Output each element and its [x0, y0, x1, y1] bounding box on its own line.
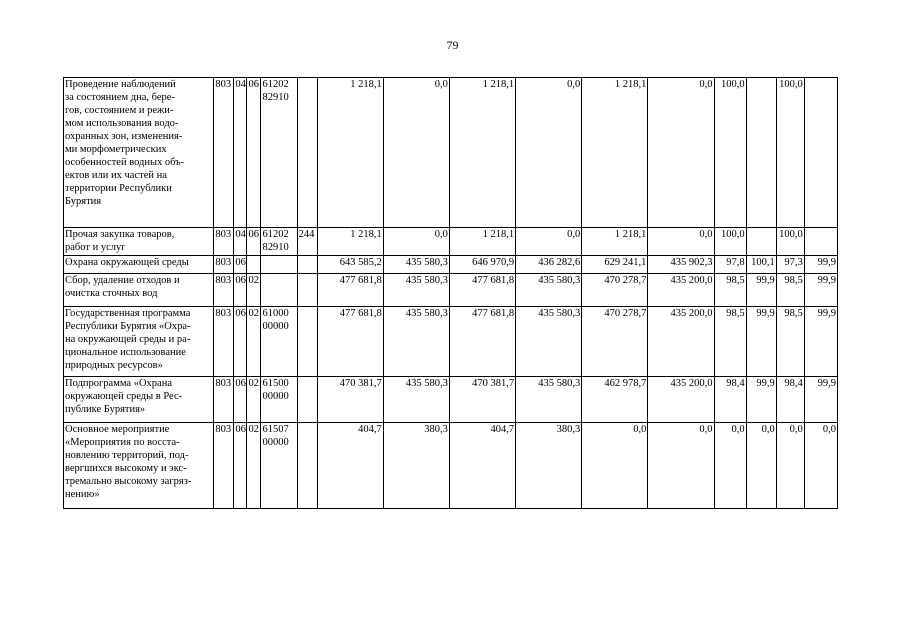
percent-cell	[804, 78, 837, 228]
row-name-line: мом использования водо-	[65, 118, 179, 129]
row-name-line: нению»	[65, 489, 100, 500]
subsection-code	[247, 256, 261, 274]
row-name-line: охранных зон, изменения-	[65, 131, 183, 142]
percent-cell: 99,9	[804, 256, 837, 274]
percent-cell: 97,3	[776, 256, 804, 274]
section-code: 06	[234, 307, 247, 377]
amount-cell: 646 970,9	[449, 256, 515, 274]
row-name	[64, 274, 214, 307]
target-article-line: 61202	[262, 229, 289, 240]
amount-cell: 404,7	[449, 423, 515, 509]
row-name	[64, 423, 214, 509]
budget-execution-table	[63, 77, 838, 509]
percent-cell: 100,0	[714, 228, 746, 256]
target-article-line: 82910	[262, 242, 289, 253]
amount-cell: 435 580,3	[383, 377, 449, 423]
expense-type-code	[297, 377, 317, 423]
percent-cell	[746, 228, 776, 256]
page-number: 79	[446, 38, 459, 52]
amount-cell: 380,3	[516, 423, 582, 509]
row-name-line: за состоянием дна, бере-	[65, 92, 175, 103]
target-article-line: 00000	[262, 391, 289, 402]
ministry-code: 803	[214, 78, 234, 228]
percent-cell: 0,0	[804, 423, 837, 509]
ministry-code: 803	[214, 377, 234, 423]
amount-cell: 0,0	[648, 228, 714, 256]
percent-cell: 97,8	[714, 256, 746, 274]
row-name-line: Проведение наблюдений	[65, 79, 176, 90]
amount-cell: 1 218,1	[449, 228, 515, 256]
amount-cell: 435 200,0	[648, 274, 714, 307]
amount-cell: 477 681,8	[449, 274, 515, 307]
row-name-line: ми морфометрических	[65, 144, 167, 155]
percent-cell: 98,5	[714, 274, 746, 307]
row-name-line: «Мероприятия по восста-	[65, 437, 180, 448]
percent-cell: 99,9	[746, 274, 776, 307]
amount-cell: 404,7	[317, 423, 383, 509]
section-code: 06	[234, 274, 247, 307]
amount-cell: 0,0	[383, 228, 449, 256]
percent-cell: 98,4	[714, 377, 746, 423]
percent-cell: 99,9	[804, 307, 837, 377]
target-article-line: 61500	[262, 378, 289, 389]
row-name-line: территории Республики	[65, 183, 172, 194]
row-name-line: новлению территорий, под-	[65, 450, 189, 461]
percent-cell: 0,0	[746, 423, 776, 509]
row-name	[64, 228, 214, 256]
amount-cell: 470 278,7	[582, 274, 648, 307]
expense-type-code	[297, 307, 317, 377]
row-name-line: Государственная программа	[65, 308, 191, 319]
subsection-code: 02	[247, 423, 261, 509]
percent-cell: 0,0	[714, 423, 746, 509]
percent-cell: 100,0	[714, 78, 746, 228]
table-row	[64, 274, 838, 307]
row-name-line: гов, состоянием и режи-	[65, 105, 174, 116]
subsection-code: 06	[247, 228, 261, 256]
target-article-line: 00000	[262, 321, 289, 332]
target-article-code	[261, 78, 297, 228]
amount-cell: 1 218,1	[582, 78, 648, 228]
row-name-line: Сбор, удаление отходов и	[65, 275, 180, 286]
percent-cell: 99,9	[804, 274, 837, 307]
row-name	[64, 307, 214, 377]
expense-type-code	[297, 423, 317, 509]
amount-cell: 0,0	[516, 78, 582, 228]
amount-cell: 470 381,7	[449, 377, 515, 423]
amount-cell: 435 200,0	[648, 377, 714, 423]
amount-cell: 1 218,1	[317, 78, 383, 228]
target-article-line: 00000	[262, 437, 289, 448]
amount-cell: 435 580,3	[383, 274, 449, 307]
target-article-code	[261, 307, 297, 377]
percent-cell: 0,0	[776, 423, 804, 509]
section-code: 06	[234, 377, 247, 423]
target-article-code	[261, 423, 297, 509]
amount-cell: 477 681,8	[449, 307, 515, 377]
row-name-line: Подпрограмма «Охрана	[65, 378, 172, 389]
target-article-code	[261, 256, 297, 274]
percent-cell: 99,9	[746, 377, 776, 423]
percent-cell: 99,9	[746, 307, 776, 377]
amount-cell: 0,0	[383, 78, 449, 228]
amount-cell: 470 381,7	[317, 377, 383, 423]
ministry-code: 803	[214, 274, 234, 307]
amount-cell: 435 200,0	[648, 307, 714, 377]
row-name-line: Охрана окружающей среды	[65, 257, 189, 268]
amount-cell: 643 585,2	[317, 256, 383, 274]
section-code: 06	[234, 256, 247, 274]
table-body	[64, 78, 838, 509]
row-name-line: вергшихся высокому и экс-	[65, 463, 187, 474]
expense-type-code	[297, 78, 317, 228]
table-row	[64, 423, 838, 509]
target-article-line: 82910	[262, 92, 289, 103]
row-name-line: Основное мероприятие	[65, 424, 170, 435]
percent-cell	[746, 78, 776, 228]
percent-cell: 100,1	[746, 256, 776, 274]
row-name-line: ектов или их частей на	[65, 170, 167, 181]
amount-cell: 380,3	[383, 423, 449, 509]
table-row	[64, 307, 838, 377]
row-name-line: тремально высокому загряз-	[65, 476, 192, 487]
percent-cell: 98,5	[776, 274, 804, 307]
table-row	[64, 377, 838, 423]
percent-cell: 99,9	[804, 377, 837, 423]
amount-cell: 477 681,8	[317, 307, 383, 377]
amount-cell: 1 218,1	[449, 78, 515, 228]
amount-cell: 435 580,3	[516, 377, 582, 423]
row-name-line: окружающей среды в Рес-	[65, 391, 183, 402]
amount-cell: 629 241,1	[582, 256, 648, 274]
row-name-line: на окружающей среды и ра-	[65, 334, 191, 345]
amount-cell: 435 580,3	[516, 274, 582, 307]
row-name	[64, 256, 214, 274]
row-name-line: Прочая закупка товаров,	[65, 229, 175, 240]
section-code: 06	[234, 423, 247, 509]
target-article-code	[261, 377, 297, 423]
ministry-code: 803	[214, 228, 234, 256]
amount-cell: 0,0	[648, 78, 714, 228]
section-code: 04	[234, 78, 247, 228]
percent-cell: 100,0	[776, 78, 804, 228]
percent-cell: 98,5	[776, 307, 804, 377]
target-article-code	[261, 274, 297, 307]
row-name-line: особенностей водных объ-	[65, 157, 185, 168]
target-article-line: 61000	[262, 308, 289, 319]
percent-cell: 100,0	[776, 228, 804, 256]
expense-type-code	[297, 256, 317, 274]
amount-cell: 435 902,3	[648, 256, 714, 274]
amount-cell: 435 580,3	[383, 256, 449, 274]
amount-cell: 0,0	[582, 423, 648, 509]
amount-cell: 435 580,3	[516, 307, 582, 377]
amount-cell: 462 978,7	[582, 377, 648, 423]
row-name-line: публике Бурятия»	[65, 404, 146, 415]
amount-cell: 435 580,3	[383, 307, 449, 377]
row-name-line: циональное использование	[65, 347, 186, 358]
ministry-code: 803	[214, 423, 234, 509]
table-row	[64, 228, 838, 256]
row-name	[64, 78, 214, 228]
target-article-line: 61507	[262, 424, 289, 435]
target-article-line: 61202	[262, 79, 289, 90]
row-name-line: очистка сточных вод	[65, 288, 158, 299]
expense-type-code: 244	[297, 228, 317, 256]
subsection-code: 02	[247, 274, 261, 307]
subsection-code: 06	[247, 78, 261, 228]
subsection-code: 02	[247, 377, 261, 423]
section-code: 04	[234, 228, 247, 256]
subsection-code: 02	[247, 307, 261, 377]
table-row	[64, 256, 838, 274]
amount-cell: 0,0	[648, 423, 714, 509]
amount-cell: 1 218,1	[317, 228, 383, 256]
row-name-line: Республики Бурятия «Охра-	[65, 321, 191, 332]
amount-cell: 1 218,1	[582, 228, 648, 256]
row-name-line: природных ресурсов»	[65, 360, 163, 371]
amount-cell: 0,0	[516, 228, 582, 256]
percent-cell: 98,4	[776, 377, 804, 423]
row-name-line: Бурятия	[65, 196, 102, 207]
table-row	[64, 78, 838, 228]
target-article-code	[261, 228, 297, 256]
ministry-code: 803	[214, 307, 234, 377]
row-name-line: работ и услуг	[65, 242, 126, 253]
percent-cell: 98,5	[714, 307, 746, 377]
row-name	[64, 377, 214, 423]
amount-cell: 477 681,8	[317, 274, 383, 307]
amount-cell: 436 282,6	[516, 256, 582, 274]
ministry-code: 803	[214, 256, 234, 274]
expense-type-code	[297, 274, 317, 307]
percent-cell	[804, 228, 837, 256]
amount-cell: 470 278,7	[582, 307, 648, 377]
